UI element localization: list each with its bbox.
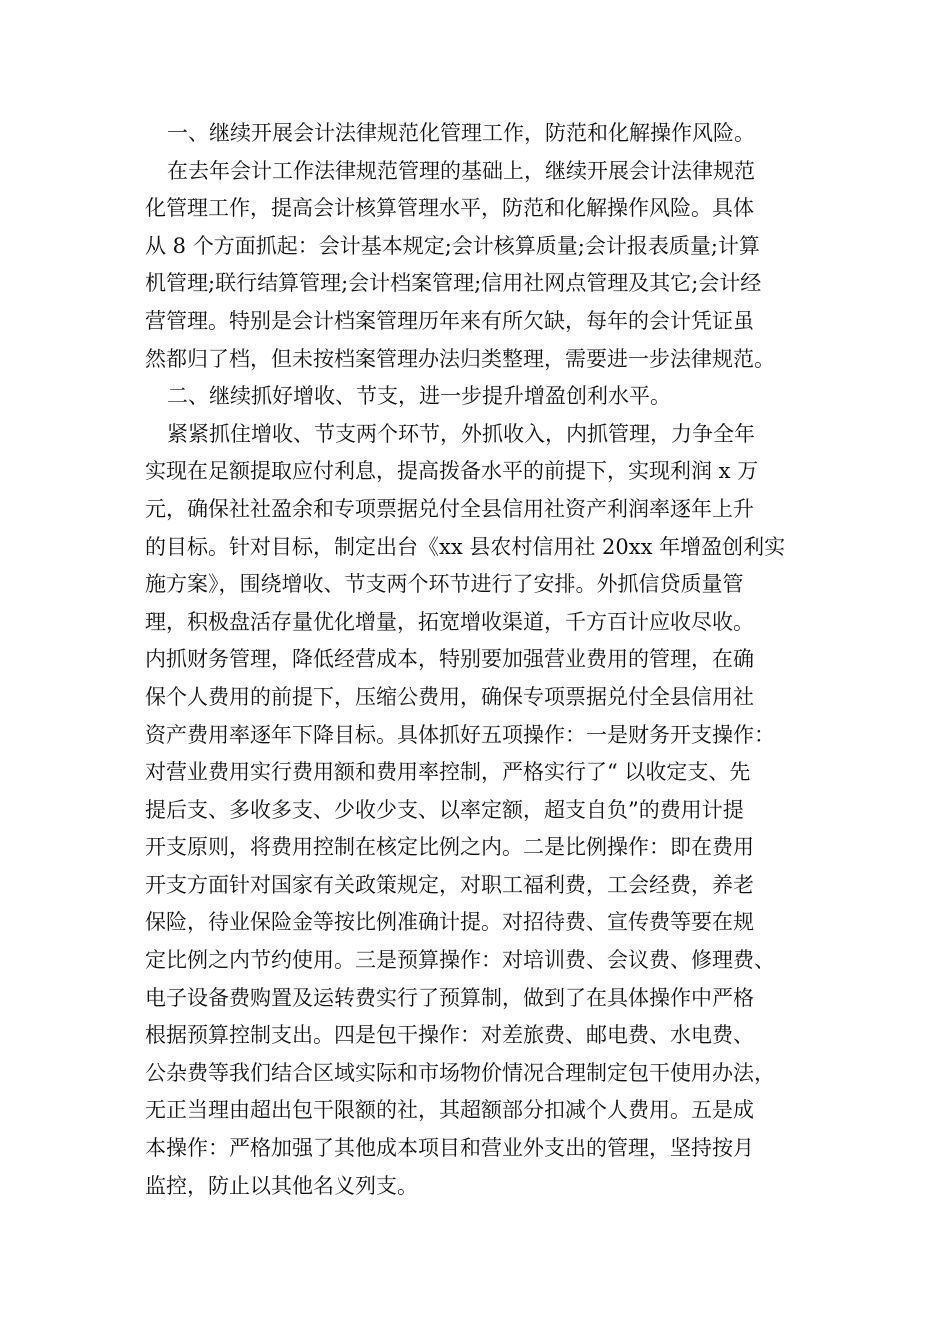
paragraph-line: 监控，防止以其他名义列支。	[145, 1173, 418, 1198]
paragraph-line: 提后支、多收多支、少收少支、以率定额，超支自负”的费用计提	[145, 797, 744, 822]
paragraph-line: 的目标。针对目标，制定出台《xx 县农村信用社 20xx 年增盈创利实	[145, 534, 786, 559]
paragraph-line: 从 8 个方面抓起：会计基本规定;会计核算质量;会计报表质量;计算	[145, 233, 760, 258]
paragraph-line: 开支原则，将费用控制在核定比例之内。二是比例操作：即在费用	[145, 835, 754, 860]
paragraph-line: 保个人费用的前提下，压缩公费用，确保专项票据兑付全县信用社	[145, 684, 754, 709]
paragraph-line: 定比例之内节约使用。三是预算操作：对培训费、会议费、修理费、	[145, 948, 775, 973]
paragraph-line: 营管理。特别是会计档案管理历年来有所欠缺，每年的会计凭证虽	[145, 308, 754, 333]
paragraph-line: 在去年会计工作法律规范管理的基础上，继续开展会计法律规范	[167, 158, 755, 183]
paragraph-line: 实现在足额提取应付利息，提高拨备水平的前提下，实现利润 x 万	[145, 459, 759, 484]
paragraph-line: 紧紧抓住增收、节支两个环节，外抓收入，内抓管理，力争全年	[167, 421, 755, 446]
paragraph-line: 理，积极盘活存量优化增量，拓宽增收渠道，千方百计应收尽收。	[145, 609, 754, 634]
paragraph-1	[145, 153, 821, 379]
paragraph-line: 施方案》，围绕增收、节支两个环节进行了安排。外抓信贷质量管	[145, 572, 744, 597]
paragraph-line: 根据预算控制支出。四是包干操作：对差旅费、邮电费、水电费、	[145, 1023, 754, 1048]
paragraph-line: 无正当理由超出包干限额的社，其超额部分扣减个人费用。五是成	[145, 1098, 754, 1123]
paragraph-line: 电子设备费购置及运转费实行了预算制，做到了在具体操作中严格	[145, 985, 754, 1010]
document-page	[145, 115, 821, 1205]
section-heading-1: 一、继续开展会计法律规范化管理工作，防范和化解操作风险。	[167, 121, 755, 145]
paragraph-line: 对营业费用实行费用额和费用率控制，严格实行了“ 以收定支、先	[145, 760, 751, 785]
paragraph-line: 开支方面针对国家有关政策规定，对职工福利费，工会经费，养老	[145, 872, 754, 897]
paragraph-line: 化管理工作，提高会计核算管理水平，防范和化解操作风险。具体	[145, 196, 754, 221]
paragraph-line: 元，确保社社盈余和专项票据兑付全县信用社资产利润率逐年上升	[145, 496, 754, 521]
paragraph-line: 保险，待业保险金等按比例准确计提。对招待费、宣传费等要在规	[145, 910, 754, 935]
paragraph-line: 本操作：严格加强了其他成本项目和营业外支出的管理，坚持按月	[145, 1136, 754, 1161]
paragraph-2	[145, 416, 821, 1205]
paragraph-line: 然都归了档，但未按档案管理办法归类整理，需要进一步法律规范。	[145, 346, 775, 371]
section-heading-2: 二、继续抓好增收、节支，进一步提升增盈创利水平。	[167, 384, 671, 409]
paragraph-line: 机管理;联行结算管理;会计档案管理;信用社网点管理及其它;会计经	[145, 271, 762, 296]
paragraph-line: 内抓财务管理，降低经营成本，特别要加强营业费用的管理，在确	[145, 647, 754, 672]
paragraph-line: 公杂费等我们结合区域实际和市场物价情况合理制定包干使用办法，	[145, 1060, 775, 1085]
paragraph-line: 资产费用率逐年下降目标。具体抓好五项操作：一是财务开支操作：	[145, 722, 775, 747]
